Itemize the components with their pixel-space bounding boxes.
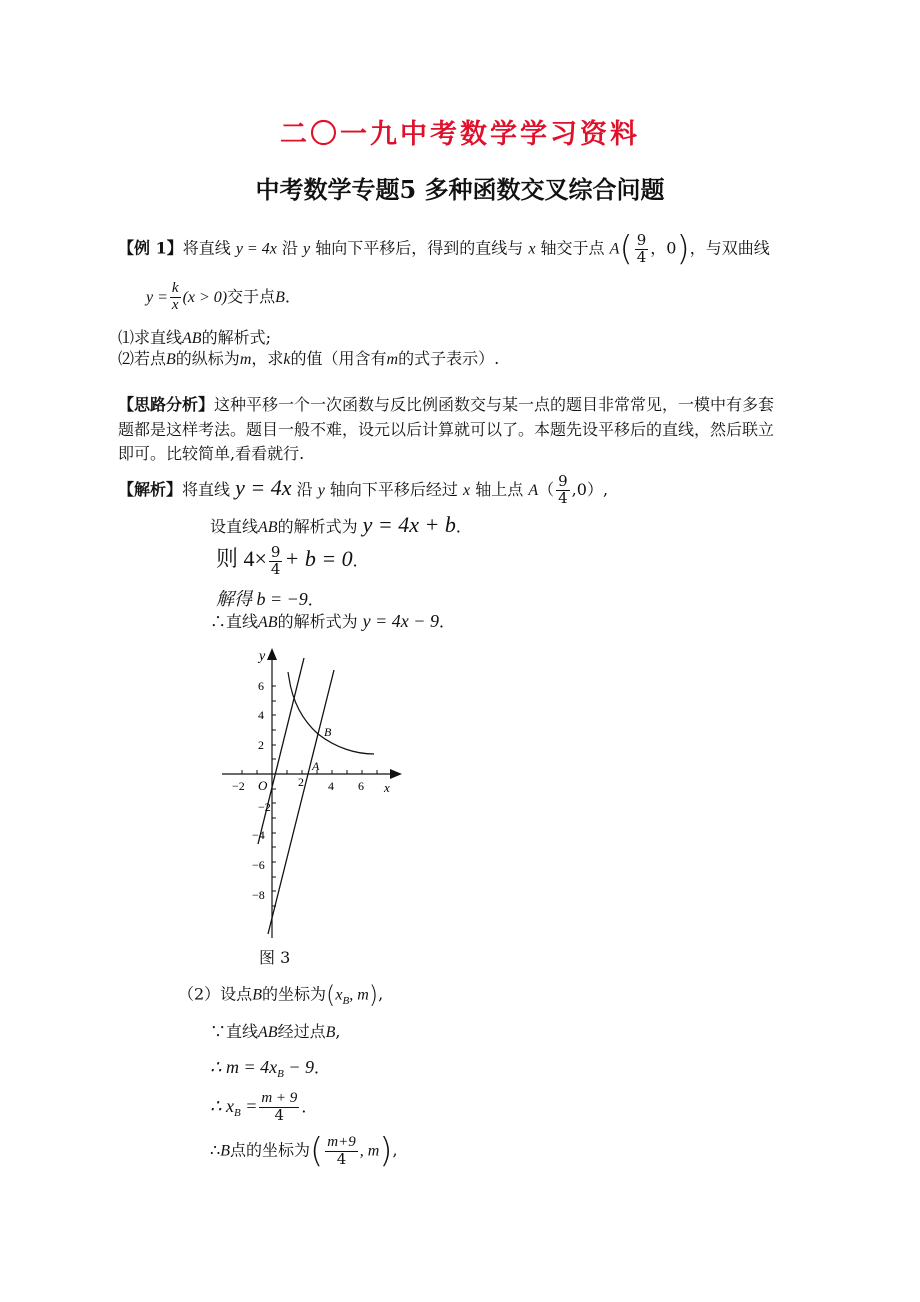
text: 轴上点 bbox=[475, 479, 524, 499]
text: 经过点 bbox=[277, 1022, 326, 1041]
y-axis-arrow bbox=[267, 648, 277, 660]
point-b-label: B bbox=[324, 725, 332, 739]
example-tag: 【例 1】 bbox=[118, 238, 183, 258]
text: ． bbox=[284, 286, 301, 306]
text: 点的坐标为 bbox=[229, 1140, 310, 1160]
text: , bbox=[378, 984, 384, 1004]
part2-line-3 bbox=[210, 1055, 330, 1080]
var: A bbox=[528, 481, 539, 499]
numerator: 9 bbox=[558, 472, 568, 490]
var: , m bbox=[359, 1142, 380, 1160]
var: B bbox=[252, 986, 262, 1004]
text: 将直线 bbox=[182, 238, 231, 258]
fraction bbox=[170, 281, 181, 314]
text: ，与双曲线 bbox=[689, 238, 770, 258]
example-line-1 bbox=[118, 229, 770, 269]
analysis-line-3: 即可。比较简单,看看就行. bbox=[118, 444, 305, 463]
text: 的解析式为 bbox=[277, 517, 358, 536]
numerator: m+9 bbox=[327, 1133, 356, 1150]
text: ． bbox=[352, 551, 369, 570]
y-tick-label: −8 bbox=[252, 888, 265, 902]
text: ，求 bbox=[251, 349, 284, 368]
part2-line-1 bbox=[178, 981, 383, 1009]
part2-line-4 bbox=[210, 1091, 317, 1124]
subscript: B bbox=[277, 1068, 284, 1081]
equation: ∴ x bbox=[210, 1095, 234, 1116]
paren: ( bbox=[325, 981, 336, 1009]
equation: 解得 b = −9 bbox=[216, 589, 308, 609]
text: ∵直线 bbox=[210, 1022, 259, 1041]
var: x bbox=[335, 986, 343, 1004]
figure-caption: 图 3 bbox=[259, 948, 291, 967]
equation: ∴ m = 4x bbox=[210, 1057, 278, 1077]
var: x bbox=[528, 240, 536, 258]
part2-line-5 bbox=[210, 1131, 398, 1171]
y-ticks bbox=[272, 686, 276, 906]
page-title: 中考数学专题5 多种函数交叉综合问题 bbox=[255, 175, 665, 204]
fraction bbox=[325, 1135, 357, 1168]
var: m bbox=[239, 351, 252, 368]
axis-x-label: x bbox=[384, 780, 390, 795]
text: 沿 bbox=[281, 238, 298, 258]
x-tick-label: 6 bbox=[358, 779, 364, 793]
var: , m bbox=[349, 986, 369, 1004]
paren: ( bbox=[619, 229, 633, 269]
text: 交于点 bbox=[227, 286, 276, 306]
equation: y = 4x bbox=[235, 474, 292, 500]
fraction bbox=[269, 545, 283, 578]
solution-line-1 bbox=[118, 474, 608, 507]
equation: y = 4x − 9 bbox=[362, 611, 439, 631]
y-tick-label: −4 bbox=[252, 828, 265, 842]
text: 轴向下平移后经过 bbox=[329, 479, 458, 499]
text: ． bbox=[307, 590, 324, 609]
solution-line-3 bbox=[216, 542, 369, 578]
text: （2）设点 bbox=[178, 984, 253, 1004]
axis-y-label: y bbox=[259, 649, 266, 664]
numerator: 9 bbox=[270, 543, 281, 562]
y-tick-label: −2 bbox=[258, 800, 271, 814]
y-tick-label: 4 bbox=[258, 708, 264, 722]
text: ． bbox=[313, 1058, 330, 1077]
text: 的坐标为 bbox=[261, 984, 326, 1004]
var: AB bbox=[182, 330, 202, 347]
equation: = bbox=[240, 1095, 258, 1116]
y-tick-label: −6 bbox=[252, 858, 265, 872]
text: ⑵若点 bbox=[118, 349, 167, 368]
equation: y = 4x bbox=[235, 240, 277, 258]
var: y bbox=[317, 481, 325, 499]
equation: + b = 0 bbox=[284, 546, 353, 571]
subscript: B bbox=[342, 994, 350, 1007]
text: 的解析式; bbox=[201, 328, 271, 347]
point-a-label: A bbox=[312, 759, 320, 773]
fraction bbox=[635, 230, 649, 266]
line-ab bbox=[268, 670, 334, 934]
var: AB bbox=[258, 1024, 278, 1041]
numerator: 9 bbox=[636, 230, 647, 249]
text: （ bbox=[538, 479, 555, 499]
x-tick-label: 4 bbox=[328, 779, 334, 793]
part2-line-2 bbox=[210, 1019, 340, 1042]
paren: ( bbox=[309, 1131, 324, 1171]
var: B bbox=[220, 1142, 230, 1160]
page-header: 二〇一九中考数学学习资料 bbox=[280, 119, 640, 150]
solution-line-5 bbox=[210, 609, 455, 632]
text: ． bbox=[301, 1096, 318, 1116]
var: m bbox=[386, 351, 399, 368]
question-2 bbox=[118, 346, 499, 369]
text: , bbox=[392, 1140, 398, 1160]
numerator: m + 9 bbox=[261, 1090, 298, 1106]
numerator: k bbox=[171, 280, 179, 296]
var: AB bbox=[258, 614, 278, 631]
condition: (x > 0) bbox=[182, 288, 228, 306]
paren: ) bbox=[676, 229, 690, 269]
text: 的式子表示）. bbox=[398, 349, 500, 368]
var: B bbox=[325, 1024, 336, 1041]
solution-line-2 bbox=[210, 512, 472, 538]
analysis-line-2: 题都是这样考法。题目一般不难，设元以后计算就可以了。本题先设平移后的直线，然后联立 bbox=[118, 420, 775, 439]
y-tick-label: 6 bbox=[258, 679, 264, 693]
x-axis-arrow bbox=[390, 769, 402, 779]
fraction bbox=[556, 474, 570, 507]
text: ． bbox=[455, 517, 472, 536]
denominator: 4 bbox=[274, 1105, 285, 1124]
text: 的解析式为 bbox=[277, 612, 358, 631]
origin-label: O bbox=[258, 778, 268, 793]
text: 的纵标为 bbox=[175, 349, 240, 368]
text: 轴交于点 bbox=[540, 238, 605, 258]
text: 的值（用含有 bbox=[290, 349, 387, 368]
analysis-line-1 bbox=[118, 392, 774, 415]
fraction bbox=[259, 1091, 299, 1124]
text: ,0）, bbox=[571, 479, 609, 499]
text: 将直线 bbox=[182, 479, 231, 499]
paren: ) bbox=[368, 981, 379, 1009]
text: 设直线 bbox=[210, 517, 259, 536]
denominator: 4 bbox=[558, 488, 568, 507]
text: , bbox=[335, 1022, 341, 1041]
x-tick-label: 2 bbox=[298, 775, 304, 789]
text: 轴向下平移后，得到的直线与 bbox=[315, 238, 524, 258]
denominator: x bbox=[171, 296, 179, 313]
text: 则 4× bbox=[216, 546, 267, 571]
denominator: 4 bbox=[636, 247, 647, 266]
var: AB bbox=[258, 519, 278, 536]
text: ． bbox=[438, 612, 455, 631]
denominator: 4 bbox=[270, 560, 281, 578]
subscript: B bbox=[233, 1106, 241, 1119]
equation: − 9 bbox=[283, 1057, 314, 1077]
text: 沿 bbox=[296, 479, 313, 499]
solution-tag: 【解析】 bbox=[118, 479, 183, 499]
text: ∴直线 bbox=[210, 612, 259, 631]
y-tick-label: 2 bbox=[258, 738, 264, 752]
question-1 bbox=[118, 325, 271, 348]
analysis-tag: 【思路分析】 bbox=[118, 395, 215, 414]
equation: y = bbox=[146, 288, 168, 306]
function-graph bbox=[218, 642, 408, 942]
point-label: B bbox=[275, 288, 285, 306]
solution-line-4 bbox=[216, 585, 324, 611]
text: 这种平移一个一次函数与反比例函数交与某一点的题目非常常见，一模中有多套 bbox=[214, 395, 775, 414]
example-line-2 bbox=[146, 281, 301, 314]
text: ，0 bbox=[650, 238, 677, 258]
text: ∴ bbox=[210, 1140, 221, 1160]
var: y bbox=[303, 240, 311, 258]
x-tick-label: −2 bbox=[232, 779, 245, 793]
var: x bbox=[463, 481, 471, 499]
equation: y = 4x + b bbox=[362, 512, 456, 537]
var: k bbox=[283, 351, 291, 368]
point-label: A bbox=[609, 240, 620, 258]
denominator: 4 bbox=[336, 1149, 347, 1168]
var: B bbox=[166, 351, 176, 368]
text: ⑴求直线 bbox=[118, 328, 183, 347]
paren: ) bbox=[379, 1131, 393, 1171]
